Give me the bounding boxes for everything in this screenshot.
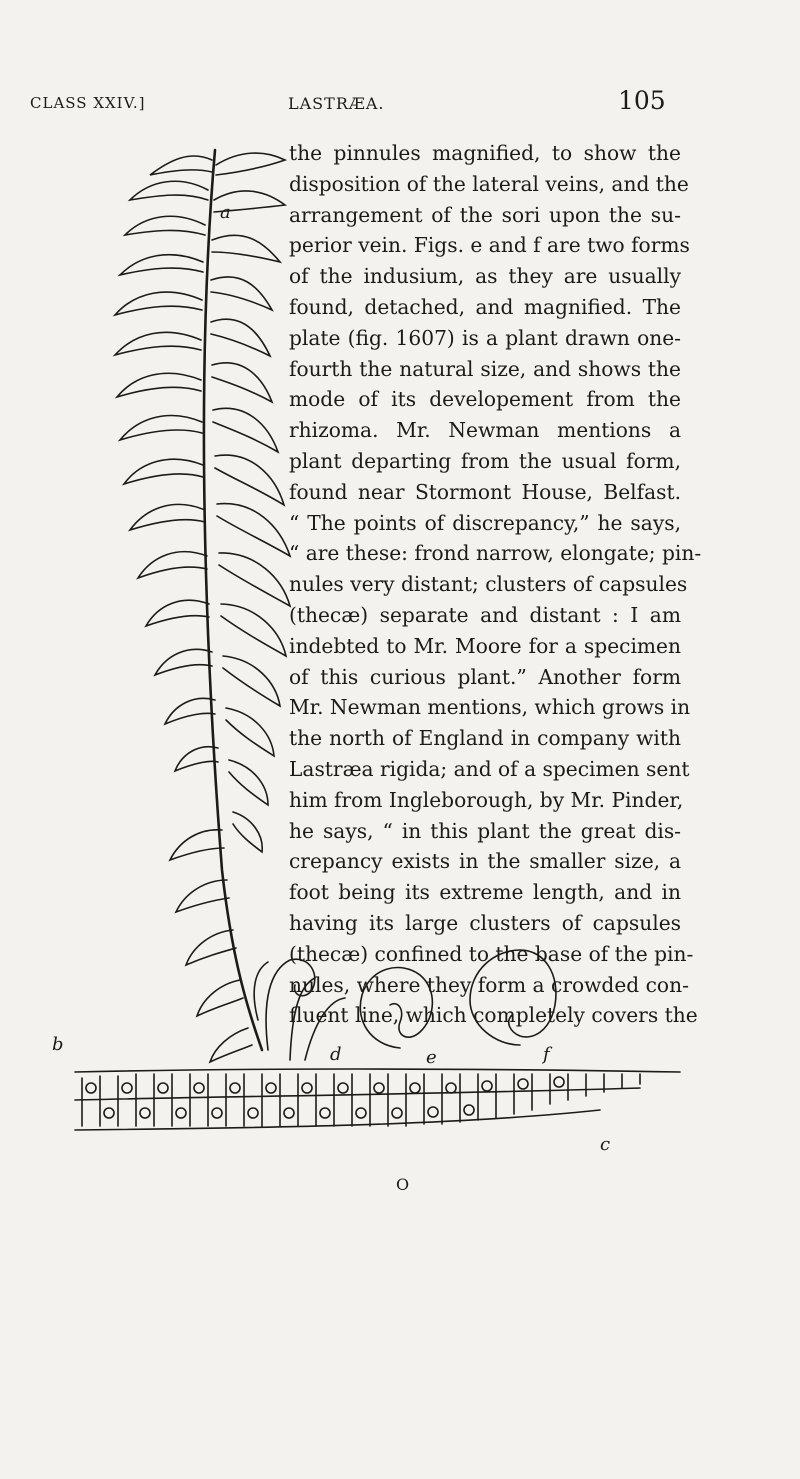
frond-pinnae-left <box>115 156 218 771</box>
text-line: “ are these: frond narrow, elongate; pin- <box>289 541 702 566</box>
fig-label-d: d <box>330 1044 342 1065</box>
frond-lower-pinnae <box>170 830 252 1062</box>
text-line: fluent line, which completely covers the <box>289 1003 698 1028</box>
text-line: nules, where they form a crowded con- <box>289 972 689 997</box>
text-line: Lastræa rigida; and of a specimen sent <box>289 756 690 781</box>
text-line: found near Stormont House, Belfast. <box>289 479 681 504</box>
text-line: the north of England in company with <box>289 726 681 751</box>
text-line: plant departing from the usual form, <box>289 448 681 473</box>
text-line: fourth the natural size, and shows the <box>289 356 681 381</box>
text-line: (thecæ) confined to the base of the pin- <box>289 941 694 966</box>
text-line: “ The points of discrepancy,” he says, <box>289 510 681 535</box>
text-line: having its large clusters of capsules <box>289 910 681 935</box>
signature-mark: O <box>396 1175 410 1194</box>
text-line: (thecæ) separate and distant : I am <box>289 602 681 627</box>
pinnule-strip-c <box>75 1069 680 1130</box>
genus-heading: LASTRÆA. <box>288 94 385 113</box>
text-line: mode of its developement from the <box>289 387 681 412</box>
page-number: 105 <box>618 86 666 115</box>
text-line: rhizoma. Mr. Newman mentions a <box>289 418 681 443</box>
text-line: foot being its extreme length, and in <box>289 880 681 905</box>
body-text <box>289 138 702 1031</box>
text-line: of this curious plant.” Another form <box>289 664 681 689</box>
text-line: he says, “ in this plant the great dis- <box>289 818 681 843</box>
frond-rachis <box>204 150 262 1050</box>
fig-label-b: b <box>52 1034 64 1055</box>
fig-label-f: f <box>543 1044 550 1065</box>
text-line: him from Ingleborough, by Mr. Pinder, <box>289 787 684 812</box>
fig-label-e: e <box>426 1047 437 1068</box>
text-line: perior vein. Figs. e and f are two forms <box>289 233 690 258</box>
text-line: arrangement of the sori upon the su- <box>289 202 681 227</box>
frond-pinnae-right <box>211 153 290 852</box>
fig-label-a: a <box>220 202 231 223</box>
text-line: of the indusium, as they are usually <box>289 264 681 289</box>
fig-label-c: c <box>600 1134 611 1155</box>
text-line: crepancy exists in the smaller size, a <box>289 849 681 874</box>
text-line: Mr. Newman mentions, which grows in <box>289 695 691 720</box>
text-line: indebted to Mr. Moore for a specimen <box>289 633 681 658</box>
text-line: disposition of the lateral veins, and the <box>289 171 689 196</box>
text-line: plate (fig. 1607) is a plant drawn one- <box>289 325 681 350</box>
class-heading: CLASS XXIV.] <box>30 94 146 112</box>
text-line: the pinnules magnified, to show the <box>289 141 681 165</box>
text-line: nules very distant; clusters of capsules <box>289 572 688 597</box>
text-line: found, detached, and magnified. The <box>289 294 681 319</box>
